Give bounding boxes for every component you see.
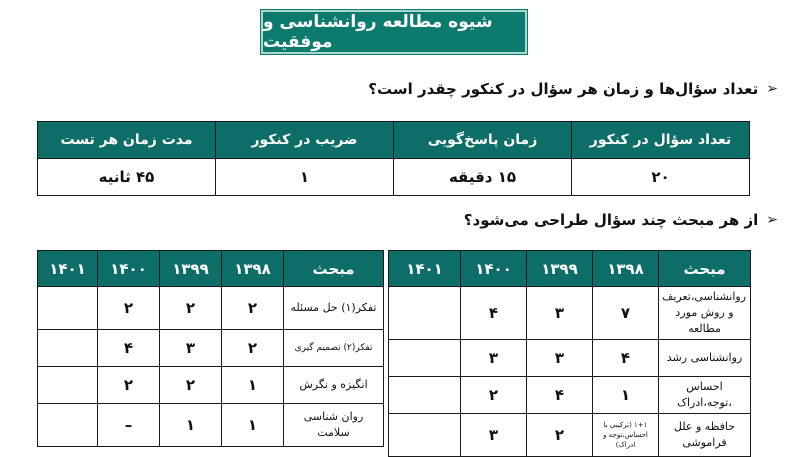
topic-cell: انگیزه و نگرش (284, 367, 384, 404)
table-row (389, 340, 751, 377)
header-coefficient: ضریب در کنکور (216, 122, 394, 159)
count-cell: ۲ (222, 287, 284, 330)
table-row (38, 367, 384, 404)
header-year-1398: ۱۳۹۸ (593, 251, 659, 287)
topics-table-right (388, 250, 751, 457)
table-row (38, 404, 384, 447)
header-time-per-test: مدت زمان هر تست (38, 122, 216, 159)
table-row (38, 330, 384, 367)
count-cell (389, 287, 461, 340)
count-cell: ۴ (593, 340, 659, 377)
header-answer-time: زمان پاسخ‌گویی (394, 122, 572, 159)
count-cell: ۱ (593, 377, 659, 414)
count-cell: – (98, 404, 160, 447)
question-exam-count (368, 80, 778, 98)
topic-cell: روان شناسی سلامت (284, 404, 384, 447)
header-year-1400: ۱۴۰۰ (98, 251, 160, 287)
count-cell: ۱ (222, 404, 284, 447)
exam-info-table (37, 121, 750, 196)
count-cell: ۳ (527, 340, 593, 377)
topic-cell: تفکر(۱) حل مسئله (284, 287, 384, 330)
count-cell: ۱ (222, 367, 284, 404)
count-cell: ۴ (461, 287, 527, 340)
question-text: از هر مبحث چند سؤال طراحی می‌شود؟ (463, 211, 759, 229)
count-cell: ۲ (160, 287, 222, 330)
count-cell: ۳ (527, 287, 593, 340)
count-cell: ۱+۱ (ترکیبی با احساس،توجه و ادراک) (593, 414, 659, 457)
value-time-per-test: ۴۵ ثانیه (38, 159, 216, 196)
count-cell (389, 377, 461, 414)
table-header-row (38, 122, 750, 159)
header-year-1399: ۱۳۹۹ (160, 251, 222, 287)
count-cell: ۲ (160, 367, 222, 404)
table-row (389, 414, 751, 457)
count-cell (389, 414, 461, 457)
topics-table-left (37, 250, 384, 447)
table-row (389, 377, 751, 414)
count-cell: ۴ (527, 377, 593, 414)
page-title: شیوه مطالعه روانشناسی و موفقیت (261, 10, 527, 54)
header-year-1400: ۱۴۰۰ (461, 251, 527, 287)
question-topic-count (464, 211, 778, 229)
count-cell (38, 330, 98, 367)
table-header-row (38, 251, 384, 287)
topic-cell: حافظه و علل فراموشی (659, 414, 751, 457)
header-year-1401: ۱۴۰۱ (389, 251, 461, 287)
header-topic: مبحث (284, 251, 384, 287)
count-cell (38, 367, 98, 404)
count-cell (389, 340, 461, 377)
header-question-count: تعداد سؤال در کنکور (572, 122, 750, 159)
count-cell: ۲ (461, 377, 527, 414)
topic-cell: احساس ،توجه،ادراک (659, 377, 751, 414)
header-year-1401: ۱۴۰۱ (38, 251, 98, 287)
arrow-bullet-icon: ➢ (766, 212, 778, 228)
question-text: تعداد سؤال‌ها و زمان هر سؤال در کنکور چقدر است؟ (368, 80, 759, 98)
count-cell: ۲ (98, 287, 160, 330)
count-cell: ۲ (98, 367, 160, 404)
table-row (389, 287, 751, 340)
header-year-1398: ۱۳۹۸ (222, 251, 284, 287)
count-cell: ۳ (461, 340, 527, 377)
count-cell (38, 404, 98, 447)
count-cell: ۱ (160, 404, 222, 447)
count-cell: ۳ (160, 330, 222, 367)
header-year-1399: ۱۳۹۹ (527, 251, 593, 287)
value-coefficient: ۱ (216, 159, 394, 196)
value-question-count: ۲۰ (572, 159, 750, 196)
count-cell (38, 287, 98, 330)
table-row (38, 287, 384, 330)
arrow-bullet-icon: ➢ (766, 81, 778, 97)
value-answer-time: ۱۵ دقیقه (394, 159, 572, 196)
count-cell: ۳ (461, 414, 527, 457)
table-row (38, 159, 750, 196)
table-header-row (389, 251, 751, 287)
count-cell: ۲ (222, 330, 284, 367)
topic-cell: تفکر(۲) تصمیم گیری (284, 330, 384, 367)
topic-cell: روانشناسی رشد (659, 340, 751, 377)
count-cell: ۷ (593, 287, 659, 340)
count-cell: ۲ (527, 414, 593, 457)
topic-cell: روانشناسی،تعریف و روش مورد مطالعه (659, 287, 751, 340)
count-cell: ۴ (98, 330, 160, 367)
header-topic: مبحث (659, 251, 751, 287)
